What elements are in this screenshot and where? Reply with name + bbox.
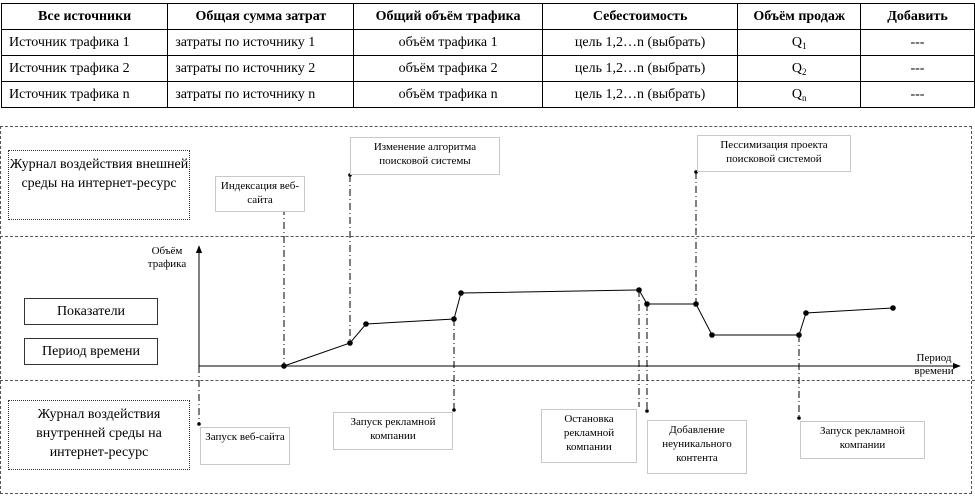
traffic-point [796,332,802,338]
note-pessimization: Пессимизация проекта поисковой системой [697,135,851,172]
traffic-point [636,287,642,293]
note-algo-change: Изменение алгоритма поисковой системы [350,137,500,175]
add-cell: --- [860,30,974,56]
source-cell: Источник трафика 1 [2,30,168,56]
header-total-traffic: Общий объём трафика [354,4,542,30]
header-total-costs: Общая сумма затрат [168,4,354,30]
event-guide-end [797,416,801,420]
note-ad-launch-2: Запуск рекламной компании [800,421,925,459]
traffic-point [644,301,650,307]
event-guide-end [197,422,201,426]
time-period-box: Период времени [24,338,158,365]
note-ad-stop: Остановка рекламной компании [541,409,637,463]
sales-symbol: Q [791,86,803,102]
source-cell: Источник трафика n [2,82,168,108]
costs-cell: затраты по источнику 2 [168,56,354,82]
sales-symbol: Q [791,34,803,50]
x-axis-label: Период времени [914,352,954,377]
traffic-point [709,332,715,338]
cost-price-cell: цель 1,2…n (выбрать) [542,56,738,82]
traffic-point [347,340,353,346]
traffic-point [458,290,464,296]
traffic-line [284,290,893,366]
event-guide-end [645,409,649,413]
cost-price-cell: цель 1,2…n (выбрать) [542,30,738,56]
costs-cell: затраты по источнику n [168,82,354,108]
sales-subscript: 2 [802,66,807,77]
cost-price-cell: цель 1,2…n (выбрать) [542,82,738,108]
traffic-cell: объём трафика 1 [354,30,542,56]
indicators-box: Показатели [24,298,158,325]
y-axis-label: Объём трафика [147,245,187,270]
note-non-unique-content: Добавление неуникального контента [647,420,747,474]
add-cell: --- [860,82,974,108]
add-cell: --- [860,56,974,82]
traffic-point [451,316,457,322]
header-add: Добавить [860,4,974,30]
note-ad-launch-1: Запуск рекламной компании [333,412,453,450]
internal-log-box: Журнал воздействия внутренней среды на интернет-ресурс [8,400,190,470]
header-all-sources: Все источники [2,4,168,30]
traffic-point [890,305,896,311]
sales-symbol: Q [791,60,803,76]
header-sales-volume: Объём продаж [738,4,861,30]
traffic-point [693,301,699,307]
header-cost-price: Себестоимость [542,4,738,30]
note-indexing: Индексация веб-сайта [215,176,305,212]
traffic-cell: объём трафика 2 [354,56,542,82]
external-log-box: Журнал воздействия внешней среды на интернет-ресурс [8,150,190,220]
traffic-point [281,363,287,369]
sales-subscript: 1 [802,40,807,51]
traffic-point [363,321,369,327]
traffic-cell: объём трафика n [354,82,542,108]
source-cell: Источник трафика 2 [2,56,168,82]
sales-subscript: n [802,92,807,103]
costs-cell: затраты по источнику 1 [168,30,354,56]
note-launch-site: Запуск веб-сайта [200,427,290,465]
traffic-point [803,310,809,316]
